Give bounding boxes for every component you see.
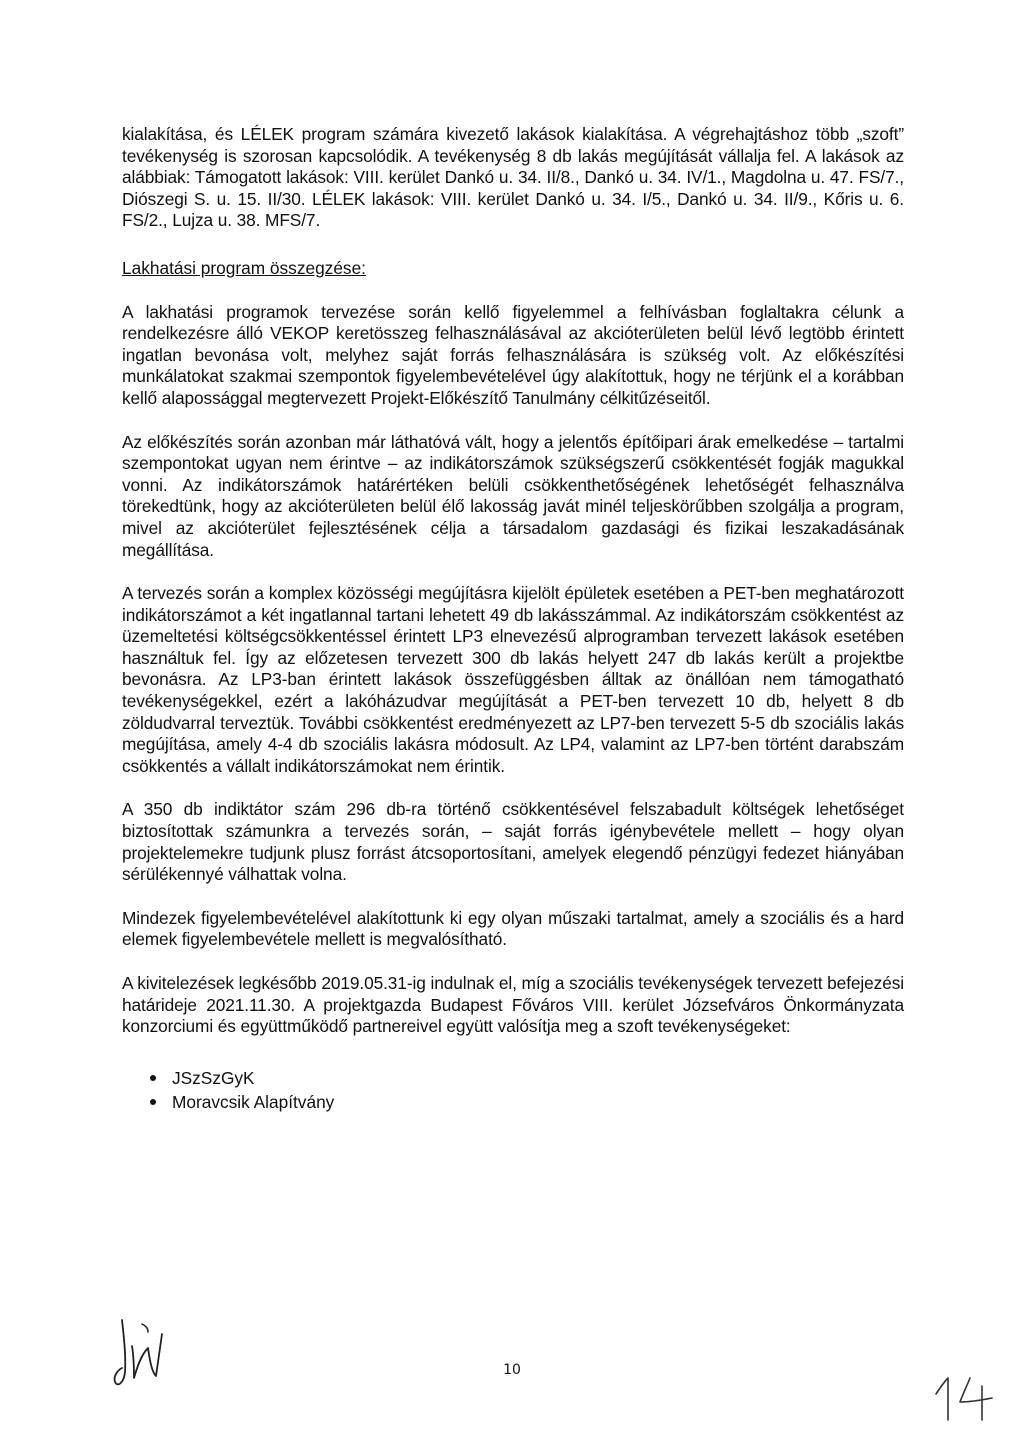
page-number: 10 — [503, 1362, 521, 1378]
document-body — [122, 124, 904, 1114]
paragraph-price-increase: Az előkészítés során azonban már láthatóvá vált, hogy a jelentős építőipari árak emelkedése – tartalmi szempontokat ugyan nem érintve – az indikátorszámok szükségszerű csökkentését fogják magukkal vonni. Az indikátorszámok határértéken belüli csökkenthetőségének lehetőségét felhasználva törekedtünk, hogy az akcióterületen belül élő lakosság javát minél teljeskörűbben szolgálja a program, mivel az akcióterület fejlesztésének célja a társadalom gazdasági és fizikai leszakadásának megállítása. — [122, 431, 904, 560]
partner-list — [150, 1066, 904, 1114]
list-item: JSzSzGyK — [150, 1066, 904, 1090]
paragraph-cost-savings: A 350 db indiktátor szám 296 db-ra történő csökkentésével felszabadult költségek lehetőséget biztosítottak számunkra a tervezés során, – saját forrás igénybevétele mellett – hogy olyan projektelemekre tudjunk plusz forrást átcsoportosítani, amelyek elegendő pénzügyi fedezet hiányában sérülékennyé válhattak volna. — [122, 799, 904, 885]
handwritten-page-number — [930, 1376, 1008, 1422]
paragraph-lelek-housing: kialakítása, és LÉLEK program számára kivezető lakások kialakítása. A végrehajtáshoz több „szoft” tevékenység is szorosan kapcsolódik. A tevékenység 8 db lakás megújítását vállalja fel. A lakások az alábbiak: Támogatott lakások: VIII. kerület Dankó u. 34. II/8., Dankó u. 34. IV/1., Magdolna u. 47. FS/7., Diószegi S. u. 15. II/30. LÉLEK lakások: VIII. kerület Dankó u. 34. I/5., Dankó u. 34. II/9., Kőris u. 6. FS/2., Lujza u. 38. MFS/7. — [122, 124, 904, 231]
paragraph-indicators: A tervezés során a komplex közösségi megújításra kijelölt épületek esetében a PET-ben meghatározott indikátorszámot a két ingatlannal tartani lehetett 49 db lakásszámmal. Az indikátorszám csökkentést az üzemeltetési költségcsökkentéssel érintett LP3 elnevezésű alprogramban tervezett lakások esetében használtuk fel. Így az előzetesen tervezett 300 db lakás helyett 247 db lakás került a projektbe bevonásra. Az LP3-ban érintett lakások összefüggésben álltak az önállóan nem támogatható tevékenységekkel, ezért a lakóházudvar megújítását a PET-ben tervezett 10 db, helyett 8 db zöldudvarral terveztük. További csökkentést eredményezett az LP7-ben tervezett 5-5 db szociális lakás megújítása, amely 4-4 db szociális lakásra módosult. Az LP4, valamint az LP7-ben történt darabszám csökkentés a vállalt indikátorszámokat nem érintik. — [122, 583, 904, 776]
paragraph-planning: A lakhatási programok tervezése során kellő figyelemmel a felhívásban foglaltakra célunk a rendelkezésre álló VEKOP keretösszeg felhasználásával az akcióterületen belül lévő legtöbb érintett ingatlan bevonása volt, melyhez saját forrás felhasználására is szükség volt. Az előkészítési munkálatokat szakmai szempontok figyelembevételével úgy alakítottuk, hogy ne térjünk el a korábban kellő alapossággal megtervezett Projekt-Előkészítő Tanulmány célkitűzéseitől. — [122, 301, 904, 408]
paragraph-technical-content: Mindezek figyelembevételével alakítottunk ki egy olyan műszaki tartalmat, amely a szociális és a hard elemek figyelembevétele mellett is megvalósítható. — [122, 907, 904, 950]
paragraph-schedule: A kivitelezések legkésőbb 2019.05.31-ig indulnak el, míg a szociális tevékenységek tervezett befejezési határideje 2021.11.30. A projektgazda Budapest Főváros VIII. kerület Józsefváros Önkormányzata konzorciumi és együttműködő partnereivel együtt valósítja meg a szoft tevékenységeket: — [122, 973, 904, 1037]
section-heading: Lakhatási program összegzése: — [122, 257, 366, 278]
handwritten-signature — [112, 1318, 172, 1390]
list-item: Moravcsik Alapítvány — [150, 1090, 904, 1114]
